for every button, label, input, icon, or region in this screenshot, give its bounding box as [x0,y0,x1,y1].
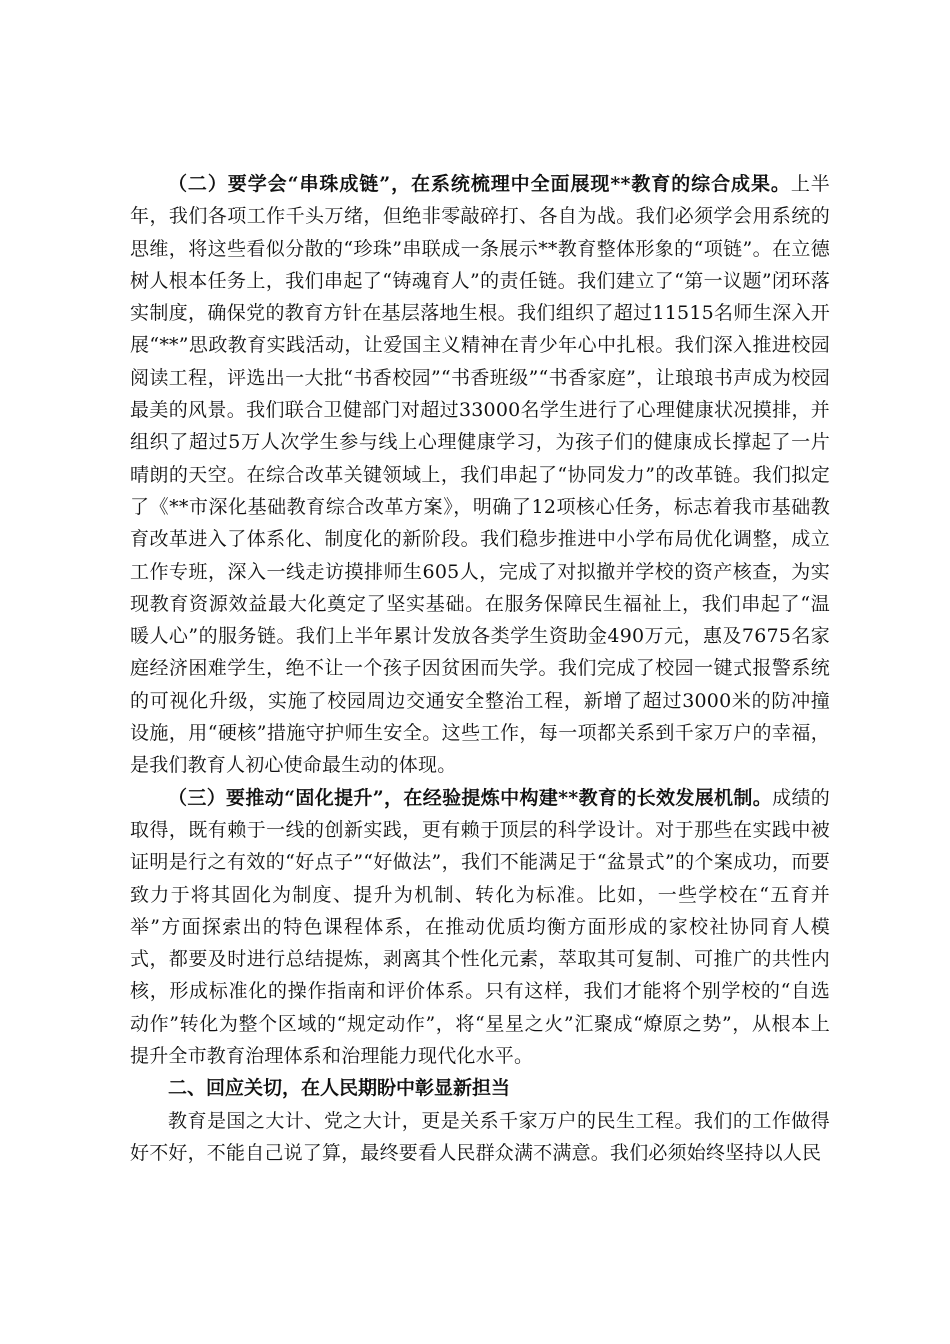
paragraph-body: 上半年，我们各项工作千头万绪，但绝非零敲碎打、各自为战。我们必须学会用系统的思维，将这些看似分散的“珍珠”串联成一条展示**教育整体形象的“项链”。在立德树人根本任务上，我们串起了“铸魂育人”的责任链。我们建立了“第一议题”闭环落实制度，确保党的教育方针在基层落地生根。我们组织了超过11515名师生深入开展“**”思政教育实践活动，让爱国主义精神在青少年心中扎根。我们深入推进校园阅读工程，评选出一大批“书香校园”“书香班级”“书香家庭”，让琅琅书声成为校园最美的风景。我们联合卫健部门对超过33000名学生进行了心理健康状况摸排，并组织了超过5万人次学生参与线上心理健康学习，为孩子们的健康成长撑起了一片晴朗的天空。在综合改革关键领域上，我们串起了“协同发力”的改革链。我们拟定了《**市深化基础教育综合改革方案》，明确了12项核心任务，标志着我市基础教育改革进入了体系化、制度化的新阶段。我们稳步推进中小学布局优化调整，成立工作专班，深入一线走访摸排师生605人，完成了对拟撤并学校的资产核查，为实现教育资源效益最大化奠定了坚实基础。在服务保障民生福祉上，我们串起了“温暖人心”的服务链。我们上半年累计发放各类学生资助金490万元，惠及7675名家庭经济困难学生，绝不让一个孩子因贫困而失学。我们完成了校园一键式报警系统的可视化升级，实施了校园周边交通安全整治工程，新增了超过3000米的防冲撞设施，用“硬核”措施守护师生安全。这些工作，每一项都关系到千家万户的幸福，是我们教育人初心使命最生动的体现。 [130,173,830,777]
document-page [130,168,830,1169]
paragraph-consolidate [130,782,830,1073]
paragraph-chain-results [130,168,830,782]
section-heading: 二、回应关切，在人民期盼中彰显新担当 [168,1077,511,1100]
closing-paragraph: 教育是国之大计、党之大计，更是关系千家万户的民生工程。我们的工作做得好不好，不能自己说了算，最终要看人民群众满不满意。我们必须始终坚持以人民 [130,1109,830,1164]
paragraph-body: 成绩的取得，既有赖于一线的创新实践，更有赖于顶层的科学设计。对于那些在实践中被证明是行之有效的“好点子”“好做法”，我们不能满足于“盆景式”的个案成功，而要致力于将其固化为制度、提升为机制、转化为标准。比如，一些学校在“五育并举”方面探索出的特色课程体系，在推动优质均衡方面形成的家校社协同育人模式，都要及时进行总结提炼，剥离其个性化元素，萃取其可复制、可推广的共性内核，形成标准化的操作指南和评价体系。只有这样，我们才能将个别学校的“自选动作”转化为整个区域的“规定动作”，将“星星之火”汇聚成“燎原之势”，从根本上提升全市教育治理体系和治理能力现代化水平。 [130,786,830,1068]
paragraph-lead: （二）要学会“串珠成链”，在系统梳理中全面展现**教育的综合成果。 [168,173,791,195]
paragraph-lead: （三）要推动“固化提升”，在经验提炼中构建**教育的长效发展机制。 [168,786,773,809]
